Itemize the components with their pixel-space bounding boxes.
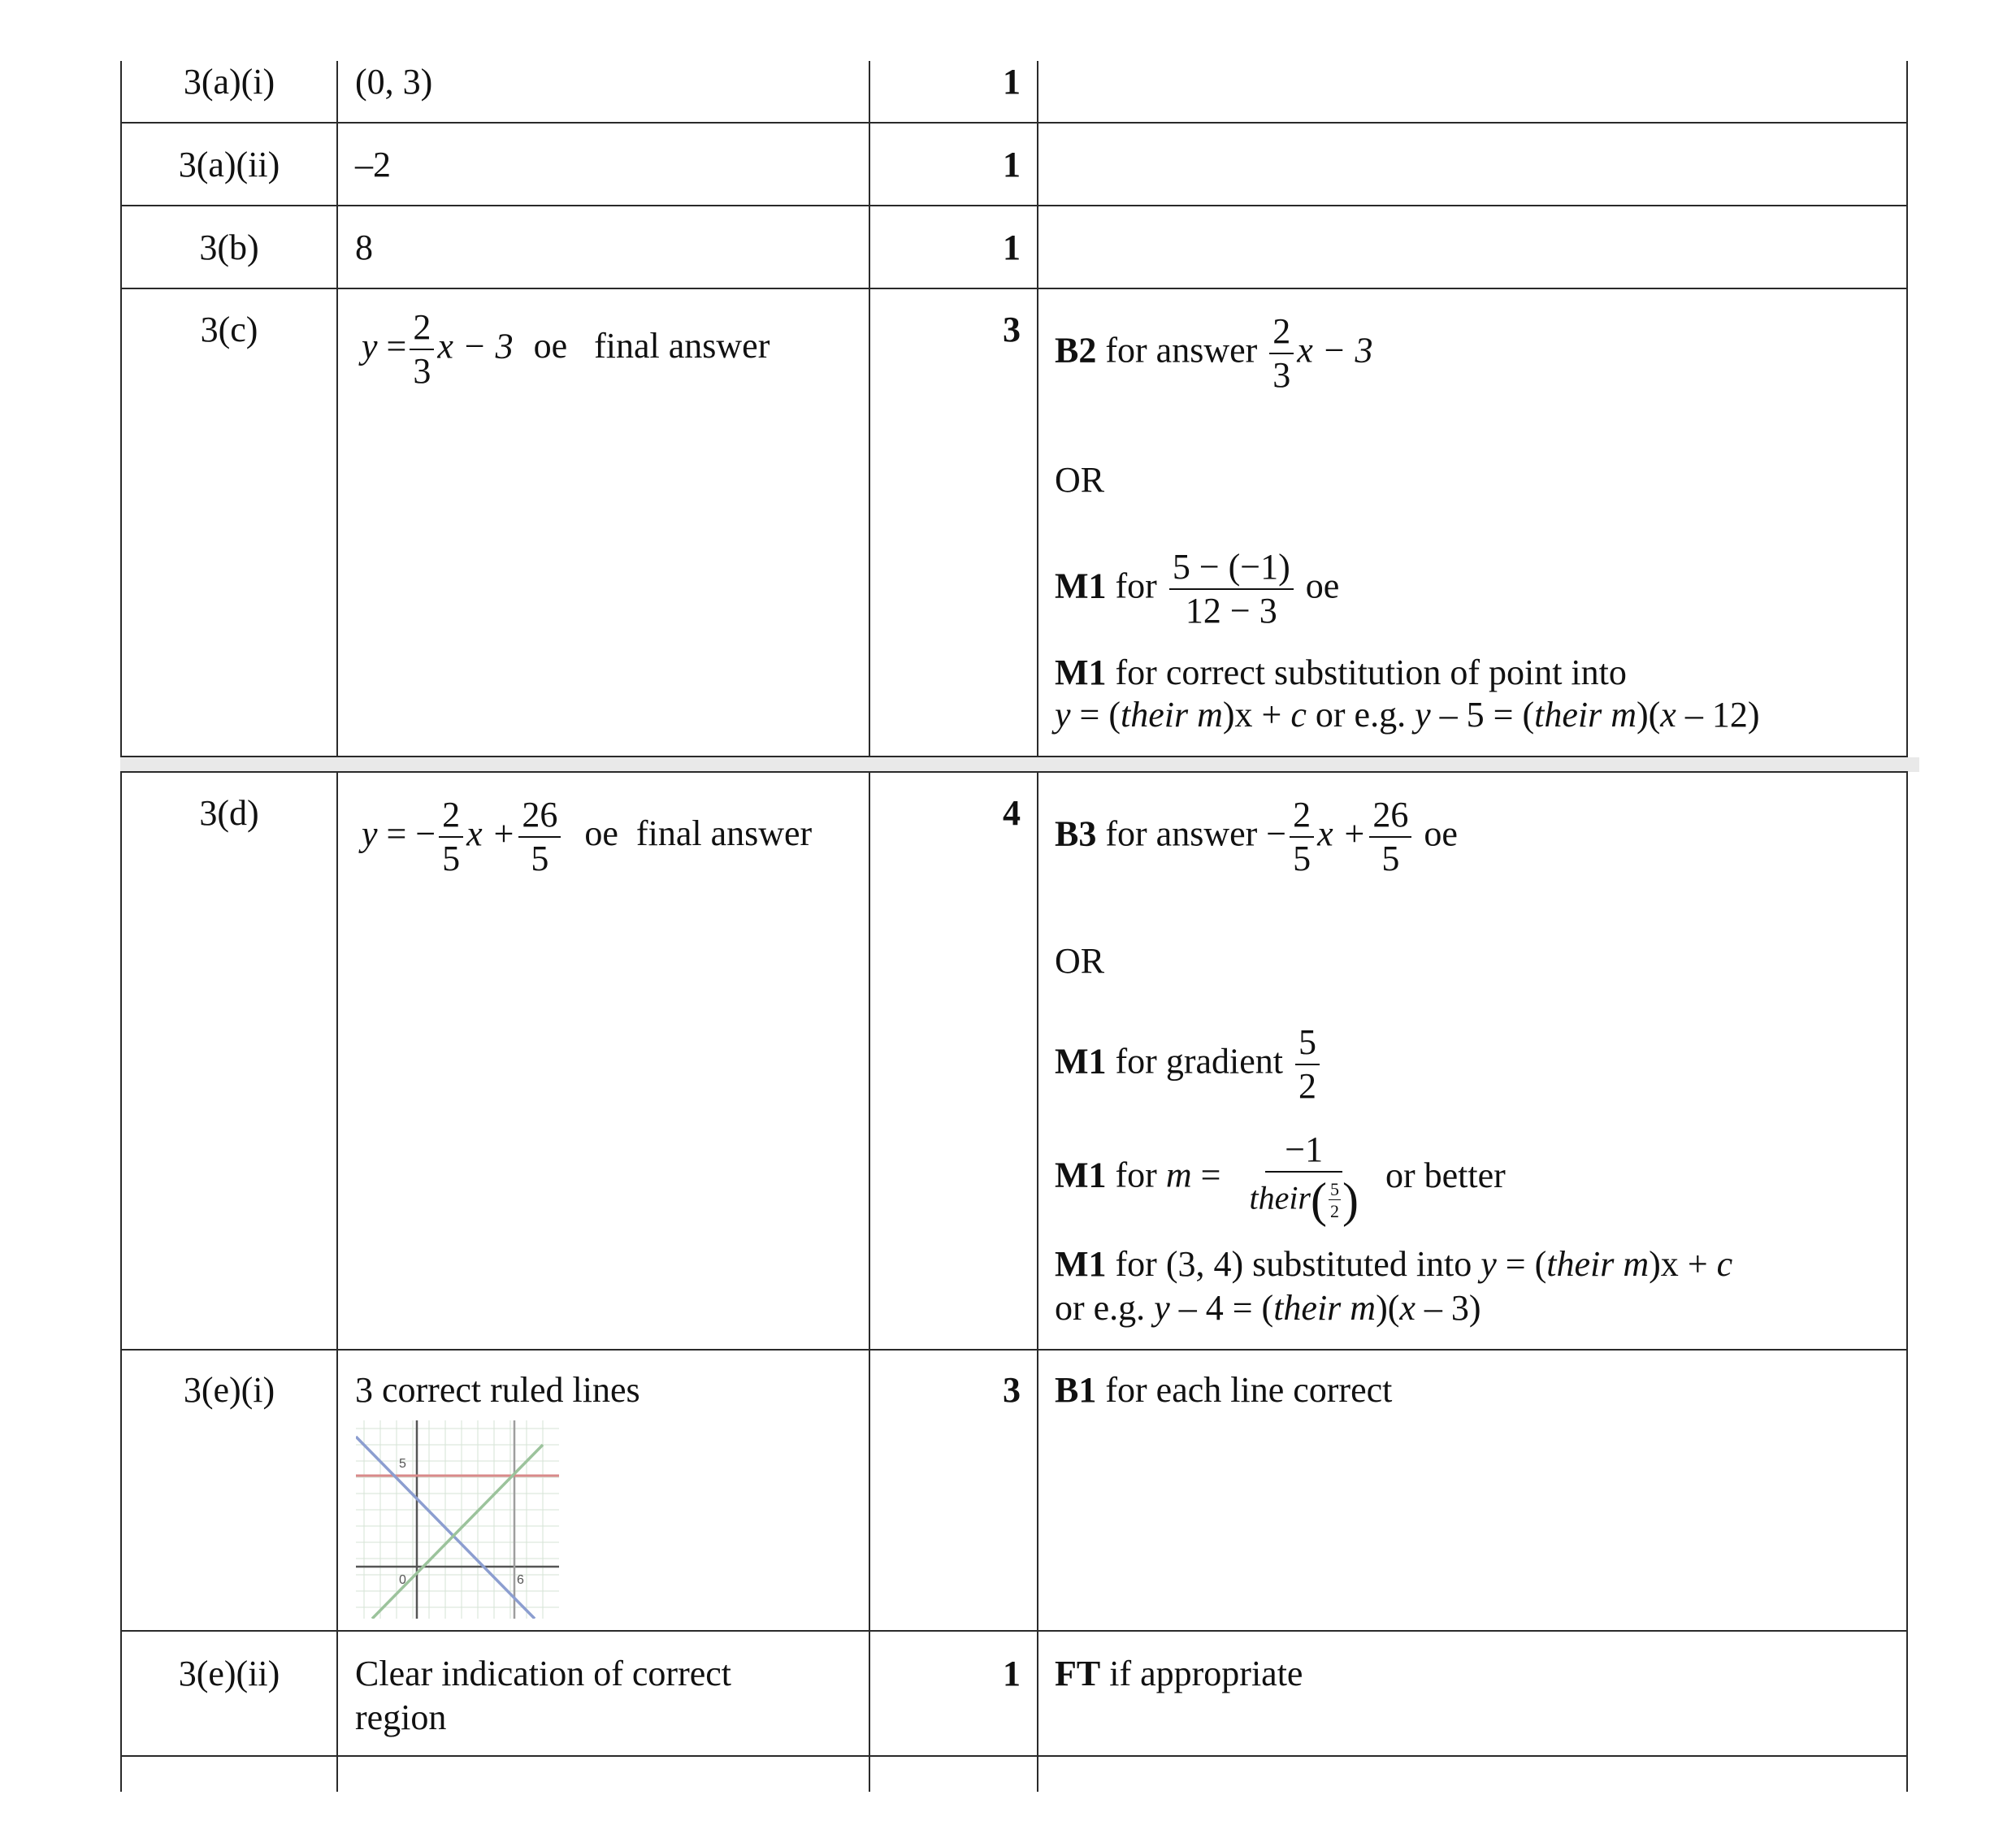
marks-cell: 4 <box>1003 793 1021 833</box>
numerator: 2 <box>439 796 463 838</box>
equation-tail: x − 3 <box>1297 330 1373 371</box>
oe-text: oe <box>1305 566 1340 606</box>
numerator: 26 <box>1369 796 1411 838</box>
answer-cell: 3 correct ruled lines <box>355 1370 640 1410</box>
question-number: 3(e)(ii) <box>178 1654 280 1693</box>
answer-cell: –2 <box>355 145 391 184</box>
equation-tail: x − 3 <box>437 326 514 366</box>
numerator: 2 <box>1290 796 1314 838</box>
var-y: y <box>1481 1244 1497 1284</box>
fraction <box>1290 796 1314 878</box>
answer-equation <box>362 796 812 878</box>
mark-label: M1 <box>1055 653 1107 692</box>
var-x: x <box>1660 695 1676 735</box>
denominator: 5 <box>1293 839 1311 879</box>
numerator: 2 <box>1269 313 1294 354</box>
guidance-text: for (3, 4) substituted into <box>1115 1244 1472 1284</box>
minus-sign: − <box>1266 813 1287 854</box>
fraction <box>410 309 434 390</box>
row-divider <box>120 205 1908 206</box>
text-part: or e.g. <box>1055 1288 1155 1328</box>
their-m: their m <box>1546 1244 1650 1284</box>
numerator: 2 <box>410 309 434 350</box>
marks-cell: 1 <box>1003 145 1021 184</box>
question-number: 3(a)(ii) <box>178 145 280 184</box>
mark-label: B1 <box>1055 1370 1097 1410</box>
guidance-ft <box>1055 1653 1303 1696</box>
answer-cell: (0, 3) <box>355 62 433 102</box>
var-y: y <box>362 813 378 854</box>
mark-label: B3 <box>1055 813 1097 854</box>
marks-cell: 1 <box>1003 62 1021 102</box>
guidance-m1-substitution-line2 <box>1055 694 1759 737</box>
guidance-text: for answer <box>1105 813 1258 854</box>
fraction <box>1169 548 1294 630</box>
guidance-text: for each line correct <box>1105 1370 1393 1410</box>
var-y: y <box>1415 695 1431 735</box>
text-part: )x <box>1649 1244 1679 1284</box>
fraction <box>1369 796 1411 878</box>
answer-line-2: region <box>355 1697 447 1737</box>
text-part: – 12) <box>1676 695 1760 735</box>
var-x: x <box>1399 1288 1416 1328</box>
row-gap-band <box>120 757 1919 772</box>
row-divider <box>120 756 1908 757</box>
equals-sign: = <box>386 326 407 366</box>
text-part: = ( <box>1496 1244 1547 1284</box>
fraction <box>518 796 561 878</box>
text-part: – 4 = ( <box>1169 1288 1274 1328</box>
denominator: 2 <box>1329 1201 1339 1222</box>
answer-note: oe final answer <box>533 326 770 366</box>
mark-label: M1 <box>1055 1155 1107 1195</box>
guidance-m1-gradient <box>1055 1024 1323 1105</box>
answer-cell: 8 <box>355 228 373 267</box>
fraction <box>439 796 463 878</box>
numerator: 5 − (−1) <box>1169 548 1294 590</box>
var-x: x + <box>1317 813 1367 854</box>
answer-line-1: Clear indication of correct <box>355 1654 732 1693</box>
mark-label: M1 <box>1055 1041 1107 1082</box>
paren-close: ) <box>1342 1173 1359 1228</box>
guidance-text: for answer <box>1105 330 1258 371</box>
var-y: y <box>1055 695 1071 735</box>
denominator: 3 <box>1272 355 1291 396</box>
row-divider <box>120 122 1908 124</box>
mark-label: M1 <box>1055 566 1107 606</box>
graph-green-line <box>372 1445 543 1619</box>
mark-label: FT <box>1055 1654 1101 1693</box>
ruled-lines-graph <box>356 1420 559 1619</box>
mark-label: M1 <box>1055 1244 1107 1284</box>
guidance-text: for <box>1115 1155 1157 1195</box>
paren-open: ( <box>1311 1173 1327 1228</box>
denominator: 2 <box>1298 1066 1316 1107</box>
graph-label-top: 5 <box>399 1457 406 1471</box>
marks-cell: 3 <box>1003 310 1021 349</box>
text-part: + <box>1678 1244 1717 1284</box>
marks-cell: 1 <box>1003 228 1021 267</box>
text-part: )x <box>1222 695 1253 735</box>
guidance-text: if appropriate <box>1109 1654 1303 1693</box>
numerator: 5 <box>1329 1179 1339 1200</box>
question-number: 3(c) <box>200 310 258 349</box>
question-number: 3(d) <box>199 793 259 833</box>
var-y: y <box>362 326 378 366</box>
denominator <box>1246 1173 1362 1226</box>
text-part: + <box>1252 695 1291 735</box>
text-part: or e.g. <box>1306 695 1416 735</box>
graph-label-right: 6 <box>517 1573 524 1587</box>
row-divider <box>120 1349 1908 1351</box>
text-part: – 5 = ( <box>1430 695 1535 735</box>
question-number: 3(b) <box>199 228 259 267</box>
guidance-m1-substitution-line2 <box>1055 1287 1481 1330</box>
fraction <box>1269 313 1294 394</box>
var-y: y <box>1154 1288 1170 1328</box>
answer-note: oe final answer <box>584 813 813 854</box>
guidance-b1 <box>1055 1369 1392 1412</box>
equals-sign: = <box>1191 1155 1230 1195</box>
row-divider <box>120 288 1908 289</box>
text-part: = ( <box>1070 695 1121 735</box>
small-fraction <box>1327 1181 1342 1220</box>
guidance-b3 <box>1055 796 1458 878</box>
their-m: their m <box>1273 1288 1377 1328</box>
guidance-m1-substitution <box>1055 1243 1732 1286</box>
guidance-m1-fraction <box>1055 548 1339 630</box>
denominator: 12 − 3 <box>1185 591 1277 631</box>
guidance-b2 <box>1055 313 1373 394</box>
guidance-text: for <box>1115 566 1157 606</box>
var-x: x + <box>466 813 516 854</box>
answer-equation <box>362 309 770 390</box>
denominator: 5 <box>442 839 461 879</box>
guidance-m1-substitution <box>1055 652 1627 695</box>
numerator: 26 <box>518 796 561 838</box>
row-divider <box>120 1755 1908 1757</box>
marks-cell: 1 <box>1003 1654 1021 1693</box>
row-divider <box>120 771 1908 773</box>
their-m: their m <box>1534 695 1637 735</box>
denominator: 5 <box>531 839 549 879</box>
text-part: – 3) <box>1415 1288 1481 1328</box>
var-c: c <box>1290 695 1307 735</box>
mark-label: B2 <box>1055 330 1097 371</box>
graph-grid <box>356 1420 559 1619</box>
var-m: m <box>1165 1155 1192 1195</box>
their-text: their <box>1249 1179 1311 1216</box>
text-part: )( <box>1636 695 1661 735</box>
numerator: −1 <box>1265 1131 1342 1173</box>
numerator: 5 <box>1295 1024 1320 1065</box>
question-number: 3(e)(i) <box>183 1370 275 1410</box>
marks-cell: 3 <box>1003 1370 1021 1410</box>
or-text: OR <box>1055 941 1105 981</box>
column-divider-answer <box>336 61 338 1792</box>
guidance-text: or better <box>1385 1155 1506 1195</box>
equals-sign: = − <box>386 813 436 854</box>
guidance-text: for gradient <box>1115 1041 1283 1082</box>
denominator: 3 <box>413 351 431 392</box>
question-number: 3(a)(i) <box>183 62 275 102</box>
fraction <box>1295 1024 1320 1105</box>
oe-text: oe <box>1424 813 1458 854</box>
their-m: their m <box>1121 695 1223 735</box>
var-c: c <box>1716 1244 1733 1284</box>
fraction <box>1246 1131 1362 1226</box>
column-divider-guidance <box>1037 61 1038 1792</box>
text-part: )( <box>1376 1288 1400 1328</box>
guidance-text: for correct substitution of point into <box>1115 653 1627 692</box>
denominator: 5 <box>1381 839 1400 879</box>
table-border-right <box>1906 61 1908 1792</box>
column-divider-marks <box>869 61 870 1792</box>
graph-label-left: 0 <box>399 1573 406 1587</box>
or-text: OR <box>1055 460 1105 500</box>
guidance-m1-m <box>1055 1131 1506 1226</box>
row-divider <box>120 1630 1908 1632</box>
